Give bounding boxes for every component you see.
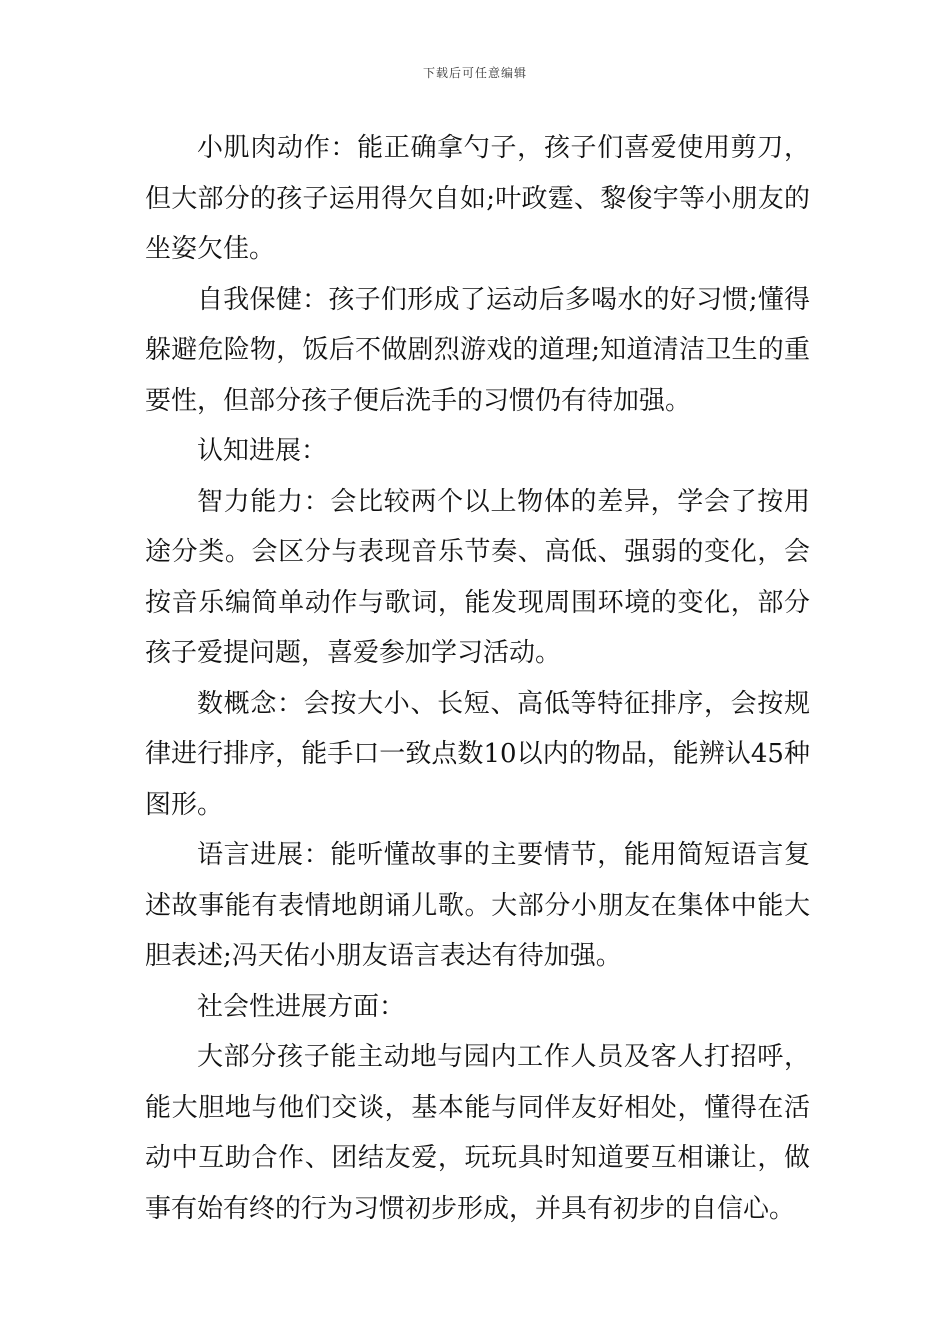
paragraph-intellectual-ability: 智力能力：会比较两个以上物体的差异，学会了按用途分类。会区分与表现音乐节奏、高低、强弱的变化，会按音乐编简单动作与歌词，能发现周围环境的变化，部分孩子爱提问题，喜爱参加学习活动。 <box>145 486 810 668</box>
heading-social-development: 社会性进展方面： <box>197 991 406 1022</box>
paragraph-social-behavior: 大部分孩子能主动地与园内工作人员及客人打招呼，能大胆地与他们交谈，基本能与同伴友好相处，懂得在活动中互助合作、团结友爱，玩玩具时知道要互相谦让，做事有始有终的行为习惯初步形成，并具有初步的自信心。 <box>145 1042 810 1224</box>
paragraph-self-care: 自我保健：孩子们形成了运动后多喝水的好习惯;懂得躲避危险物，饭后不做剧烈游戏的道理;知道清洁卫生的重要性，但部分孩子便后洗手的习惯仍有待加强。 <box>145 284 810 416</box>
page-header: 下载后可任意编辑 <box>422 66 527 80</box>
heading-cognitive-development: 认知进展： <box>197 436 328 466</box>
paragraph-number-concept: 数概念：会按大小、长短、高低等特征排序，会按规律进行排序，能手口一致点数10以内的物品，能辨认45种图形。 <box>145 688 810 820</box>
paragraph-language-development: 语言进展：能听懂故事的主要情节，能用简短语言复述故事能有表情地朗诵儿歌。大部分小朋友在集体中能大胆表述;冯天佑小朋友语言表达有待加强。 <box>145 840 810 971</box>
document-body <box>145 123 810 1234</box>
paragraph-fine-motor: 小肌肉动作：能正确拿勺子，孩子们喜爱使用剪刀，但大部分的孩子运用得欠自如;叶政霆、黎俊宇等小朋友的坐姿欠佳。 <box>145 133 810 264</box>
